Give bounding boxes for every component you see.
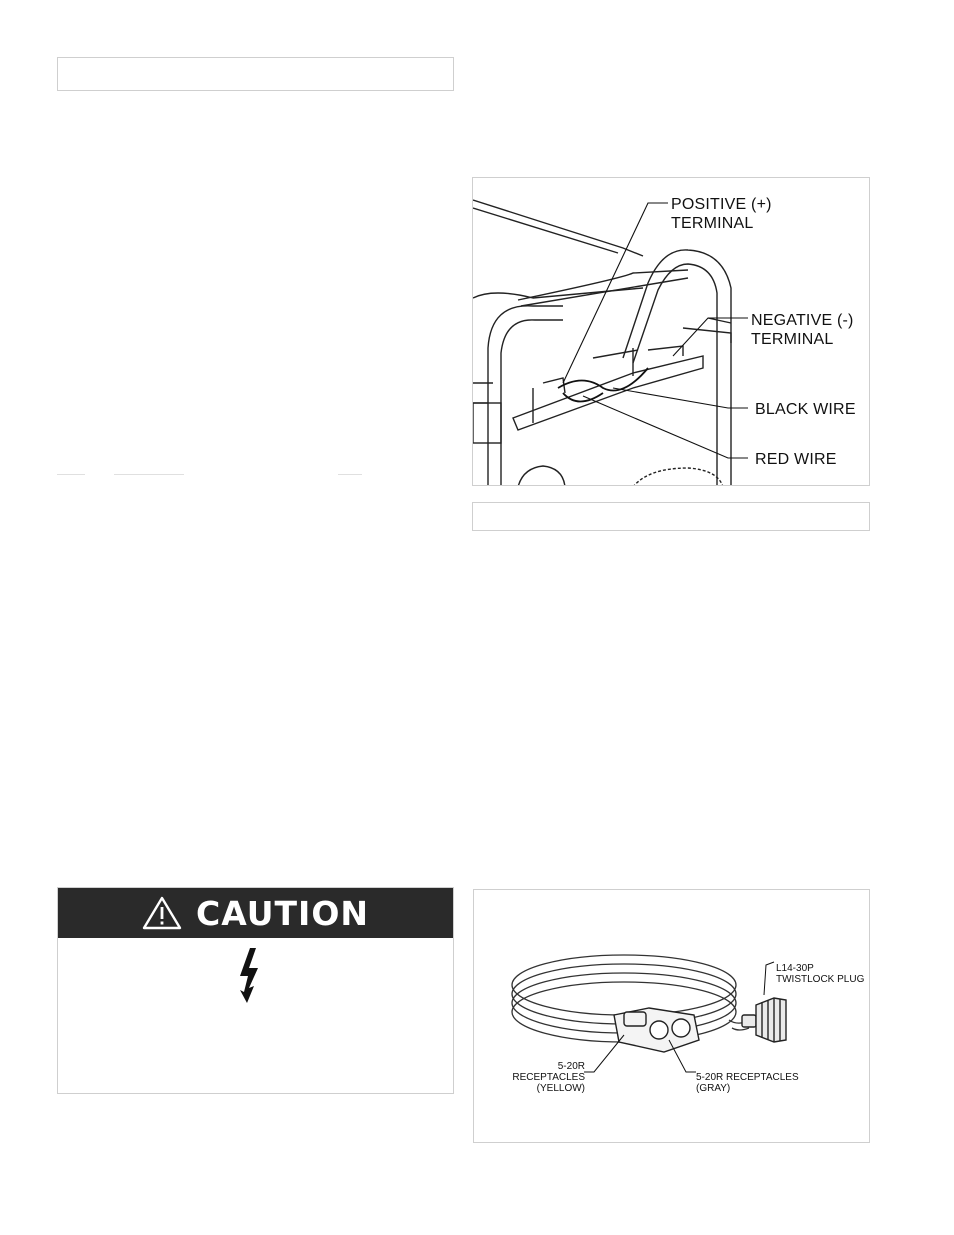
black-wire-label: BLACK WIRE (755, 401, 856, 418)
gray-receptacles-label: 5-20R RECEPTACLES (GRAY) (696, 1072, 799, 1094)
battery-figure (472, 177, 870, 486)
twistlock-plug-label: L14-30P TWISTLOCK PLUG (776, 963, 865, 985)
yellow-receptacles-label: 5-20R RECEPTACLES (YELLOW) (512, 1061, 585, 1094)
top-left-caption-box (57, 57, 454, 91)
lightning-bolt-icon (234, 946, 264, 1004)
battery-caption-box (472, 502, 870, 531)
positive-terminal-label: POSITIVE (+) TERMINAL (671, 196, 772, 232)
power-cord-illustration (474, 890, 870, 1143)
faint-rule-fragment (114, 474, 184, 475)
negative-terminal-label: NEGATIVE (-) TERMINAL (751, 312, 854, 348)
warning-triangle-icon (142, 896, 182, 930)
faint-rule-fragment (57, 474, 85, 475)
power-cord-figure (473, 889, 870, 1143)
caution-title: CAUTION (196, 893, 369, 933)
caution-header (58, 888, 453, 938)
caution-box (57, 887, 454, 1094)
faint-rule-fragment (338, 474, 362, 475)
red-wire-label: RED WIRE (755, 451, 837, 468)
